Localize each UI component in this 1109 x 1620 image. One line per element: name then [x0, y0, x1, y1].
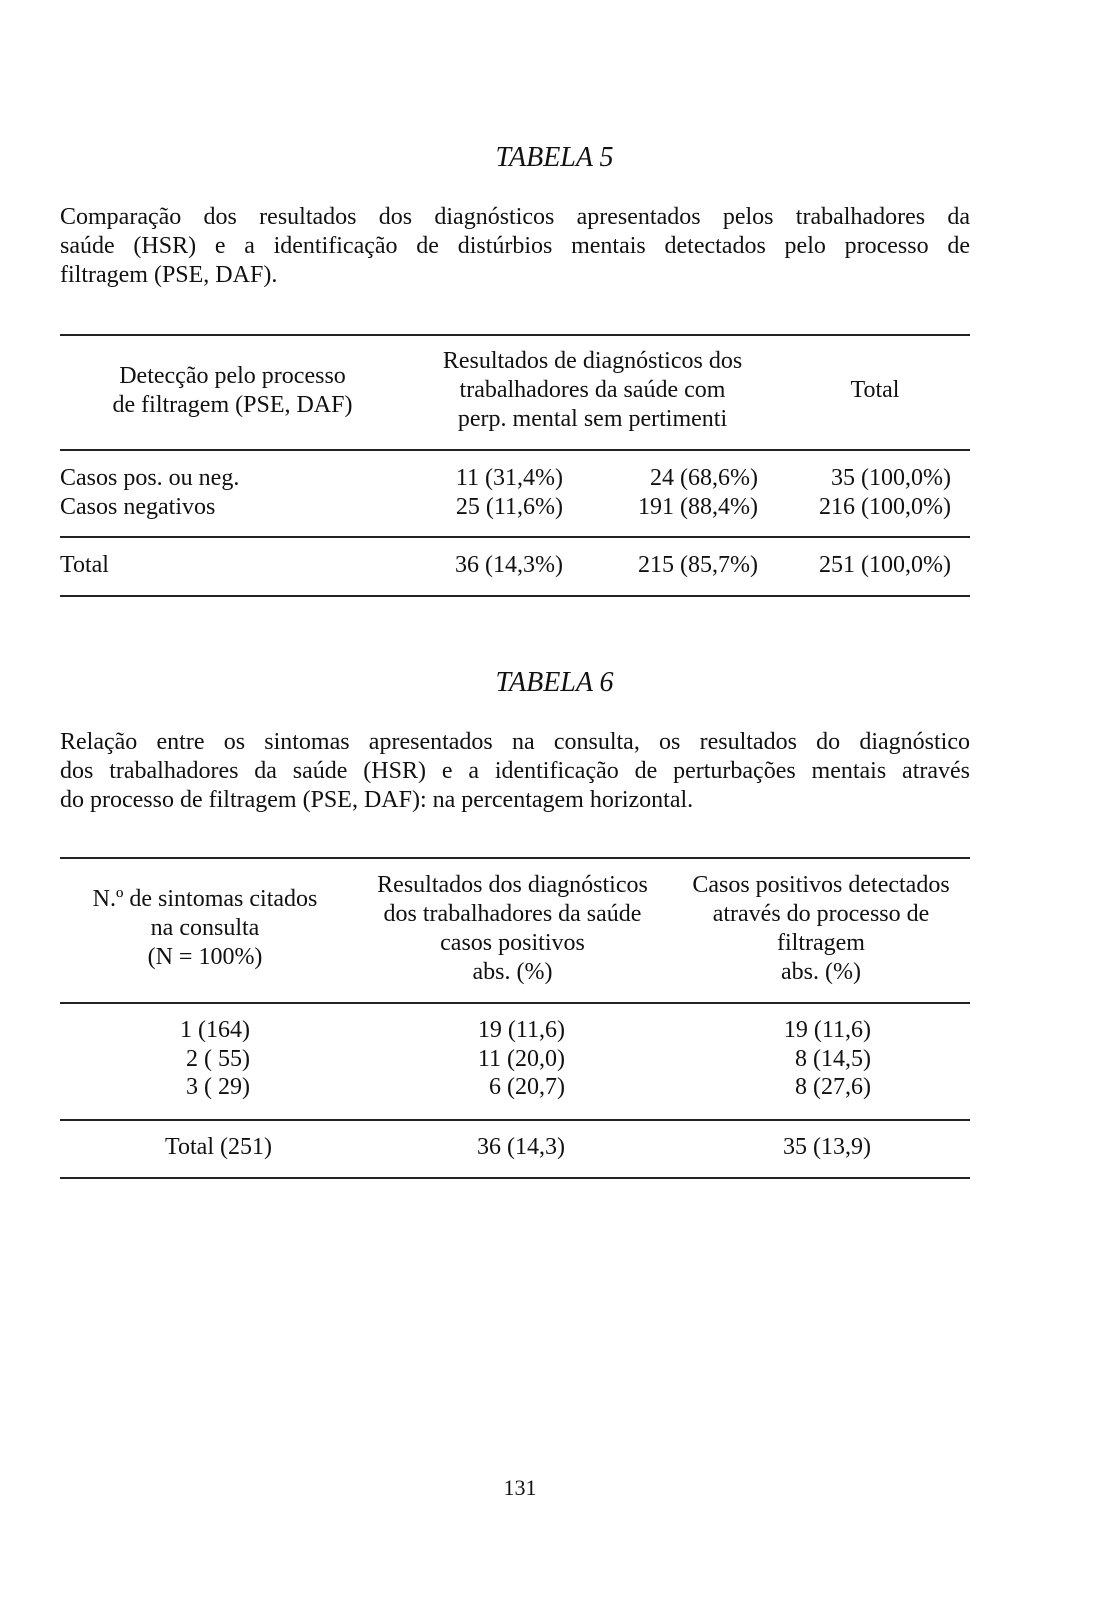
table5-header-col1: de filtragem (PSE, DAF)	[112, 392, 353, 418]
table6-header-col2: casos positivos	[440, 930, 585, 956]
table5-header-col2: Resultados de diagnósticos dos	[442, 348, 743, 374]
table5-header-col2: trabalhadores da saúde com	[459, 377, 726, 403]
table5-caption-line: saúde (HSR) e a identificação de distúrbios mentais detectados pelo processo de	[60, 233, 970, 259]
table6-body-rule	[60, 1119, 970, 1121]
table6-bottom-rule	[60, 1177, 970, 1179]
cell-hsr: 19 (11,6)	[477, 1017, 565, 1043]
table5-caption-line: filtragem (PSE, DAF).	[60, 262, 278, 288]
table6-title: TABELA 6	[495, 667, 614, 698]
table5-top-rule	[60, 334, 970, 336]
table6-header-col1: N.º de sintomas citados	[92, 886, 318, 912]
table6-header-col1: na consulta	[150, 915, 260, 941]
cell-filt: 8 (14,5)	[795, 1046, 871, 1072]
table6-header-col2: Resultados dos diagnósticos	[377, 872, 648, 898]
table6-header-col2: dos trabalhadores da saúde	[383, 901, 642, 927]
table5-header-col3: Total	[850, 377, 900, 403]
cell-n: 2 ( 55)	[186, 1046, 250, 1072]
row-label: Casos negativos	[60, 494, 216, 520]
table6-header-rule	[60, 1002, 970, 1004]
table5-header-col2: perp. mental sem pertimenti	[457, 406, 728, 432]
table5-header-rule	[60, 449, 970, 451]
page-number: 131	[503, 1475, 537, 1500]
table6-header-col1: (N = 100%)	[147, 944, 263, 970]
table6-caption-line: dos trabalhadores da saúde (HSR) e a identificação de perturbações mentais através	[60, 758, 970, 784]
cell-com: 25 (11,6%)	[455, 494, 563, 520]
cell-hsr: 36 (14,3)	[477, 1134, 565, 1160]
cell-filt: 8 (27,6)	[795, 1074, 871, 1100]
cell-total: 35 (100,0%)	[831, 465, 951, 491]
row-label: Total	[60, 552, 109, 578]
table6-caption-line: do processo de filtragem (PSE, DAF): na percentagem horizontal.	[60, 787, 694, 813]
cell-total: 216 (100,0%)	[819, 494, 951, 520]
cell-filt: 19 (11,6)	[783, 1017, 871, 1043]
cell-hsr: 11 (20,0)	[477, 1046, 565, 1072]
table6-header-col3: abs. (%)	[781, 959, 861, 985]
table6-header-col2: abs. (%)	[472, 959, 553, 985]
cell-sem: 191 (88,4%)	[638, 494, 758, 520]
cell-sem: 215 (85,7%)	[638, 552, 758, 578]
cell-com: 11 (31,4%)	[455, 465, 563, 491]
cell-n: 3 ( 29)	[186, 1074, 250, 1100]
cell-hsr: 6 (20,7)	[489, 1074, 565, 1100]
table6-header-col3: através do processo de	[712, 901, 930, 927]
table6-caption-line: Relação entre os sintomas apresentados na consulta, os resultados do diagnóstico	[60, 729, 970, 755]
cell-sem: 24 (68,6%)	[650, 465, 758, 491]
table5-header-col1: Detecção pelo processo	[119, 363, 346, 389]
table5-title: TABELA 5	[495, 142, 614, 173]
table5-body-rule	[60, 536, 970, 538]
table5-caption-line: Comparação dos resultados dos diagnósticos apresentados pelos trabalhadores da	[60, 204, 970, 230]
cell-filt: 35 (13,9)	[783, 1134, 871, 1160]
row-label: Casos pos. ou neg.	[60, 465, 240, 491]
cell-total: 251 (100,0%)	[819, 552, 951, 578]
cell-com: 36 (14,3%)	[455, 552, 563, 578]
table6-header-col3: filtragem	[777, 930, 865, 956]
table6-header-col3: Casos positivos detectados	[692, 872, 950, 898]
cell-n: 1 (164)	[180, 1017, 250, 1043]
table6-top-rule	[60, 857, 970, 859]
cell-n: Total (251)	[165, 1134, 272, 1160]
table5-bottom-rule	[60, 595, 970, 597]
